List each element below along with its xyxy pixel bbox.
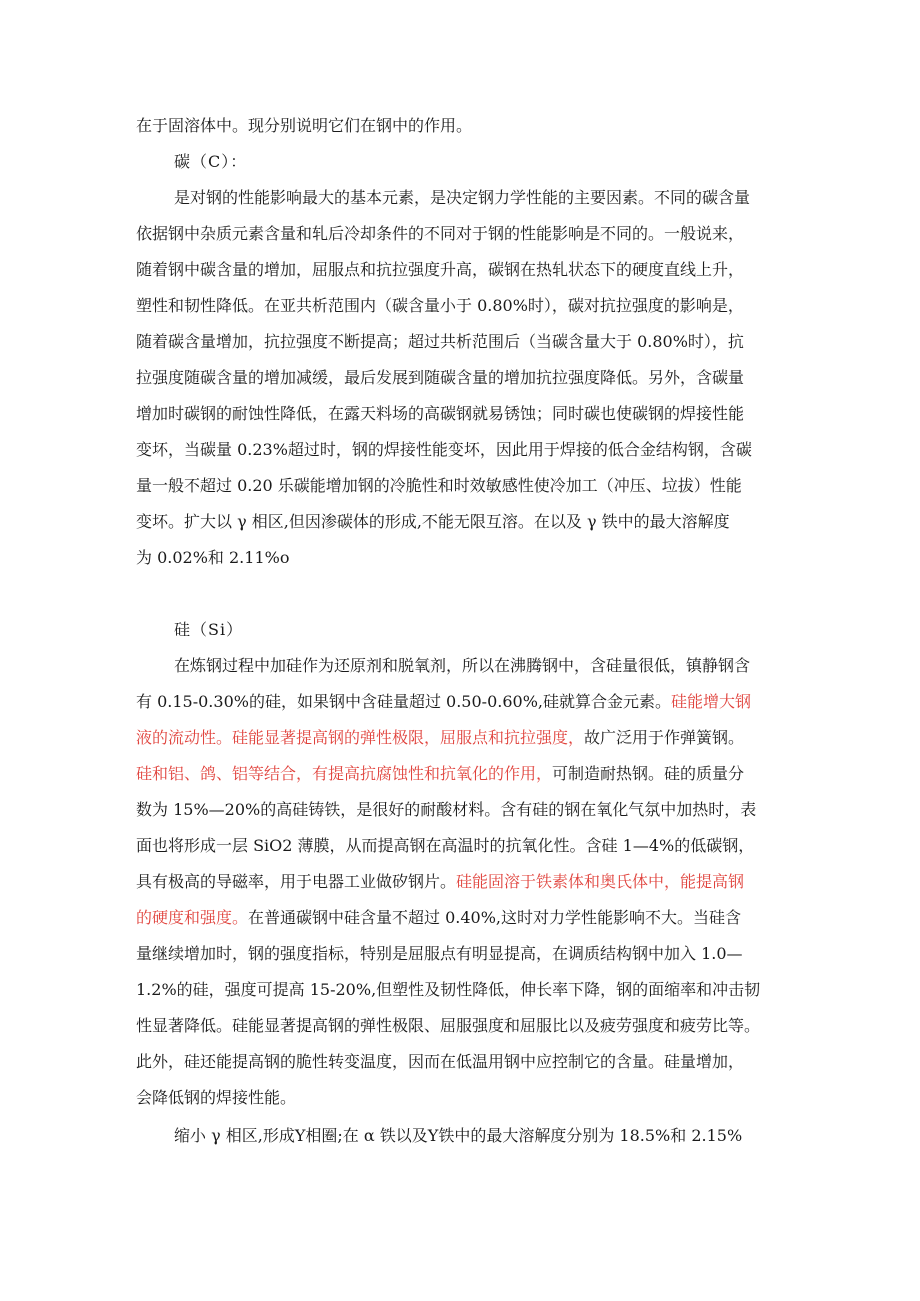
highlighted-text: 硅能固溶于铁素体和奥氏体中，能提高钢 xyxy=(456,872,745,891)
carbon-line-11: 为 0.02%和 2.11%o xyxy=(136,548,290,567)
silicon-line-11: 性显著降低。硅能显著提高钢的弹性极限、屈服强度和屈服比以及疲劳强度和疲劳比等。 xyxy=(136,1016,761,1035)
carbon-line-1: 是对钢的性能影响最大的基本元素，是决定钢力学性能的主要因素。不同的碳含量 xyxy=(174,188,751,207)
silicon-text: 在普通碳钢中硅含量不超过 0.40%,这时对力学性能影响不大。当硅含 xyxy=(248,908,742,927)
silicon-line-14: 缩小 γ 相区,形成Y相圈;在 α 铁以及Y铁中的最大溶解度分别为 18.5%和 2.15% xyxy=(174,1126,743,1145)
carbon-heading: 碳（C）： xyxy=(174,152,248,171)
carbon-line-10: 变坏。扩大以 γ 相区,但因渗碳体的形成,不能无限互溶。在以及 γ 铁中的最大溶解度 xyxy=(136,512,730,531)
silicon-line-6: 面也将形成一层 SiO2 薄膜，从而提高钢在高温时的抗氧化性。含硅 1—4%的低碳钢， xyxy=(136,836,755,855)
silicon-text: 故广泛用于作弹簧钢。 xyxy=(584,728,745,747)
silicon-line-9: 量继续增加时，钢的强度指标，特别是屈服点有明显提高，在调质结构钢中加入 1.0— xyxy=(136,944,743,963)
carbon-line-8: 变坏，当碳量 0.23%超过时，钢的焊接性能变坏，因此用于焊接的低合金结构钢，含碳 xyxy=(136,440,752,459)
highlighted-text: 的硬度和强度。 xyxy=(136,908,249,927)
silicon-line-8 xyxy=(136,908,741,928)
carbon-line-9: 量一般不超过 0.20 乐碳能增加钢的冷脆性和时效敏感性使冷加工（冲压、垃拔）性能 xyxy=(136,476,742,495)
silicon-line-10: 1.2%的硅，强度可提高 15-20%,但塑性及韧性降低，伸长率下降，钢的面缩率和冲击韧 xyxy=(136,980,761,999)
silicon-text: 可制造耐热钢。硅的质量分 xyxy=(552,764,745,783)
silicon-line-4 xyxy=(136,764,744,784)
silicon-text: 具有极高的导磁率，用于电器工业做矽钢片。 xyxy=(136,872,457,891)
silicon-line-5: 数为 15%—20%的高硅铸铁，是很好的耐酸材料。含有硅的钢在氧化气氛中加热时，表 xyxy=(136,800,757,819)
highlighted-text: 液的流动性。硅能显著提高钢的弹性极限，屈服点和抗拉强度， xyxy=(136,728,585,747)
carbon-line-2: 依据钢中杂质元素含量和轧后冷却条件的不同对于钢的性能影响是不同的。一般说来， xyxy=(136,224,745,243)
carbon-line-4: 塑性和韧性降低。在亚共析范围内（碳含量小于 0.80%时），碳对抗拉强度的影响是， xyxy=(136,296,744,315)
carbon-line-6: 拉强度随碳含量的增加减缓，最后发展到随碳含量的增加抗拉强度降低。另外，含碳量 xyxy=(136,368,745,387)
silicon-line-1: 在炼钢过程中加硅作为还原剂和脱氧剂，所以在沸腾钢中，含硅量很低，镇静钢含 xyxy=(174,656,751,675)
silicon-line-2 xyxy=(136,692,751,712)
silicon-line-7 xyxy=(136,872,744,892)
silicon-line-13: 会降低钢的焊接性能。 xyxy=(136,1088,297,1107)
silicon-heading: 硅（Si） xyxy=(174,620,244,639)
silicon-line-3 xyxy=(136,728,744,748)
highlighted-text: 硅和铝、鸽、铝等结合，有提高抗腐蚀性和抗氧化的作用， xyxy=(136,764,553,783)
silicon-text: 有 0.15-0.30%的硅，如果钢中含硅量超过 0.50-0.60%,硅就算合金元素。 xyxy=(136,692,671,711)
carbon-line-7: 增加时碳钢的耐蚀性降低，在露天料场的高碳钢就易锈蚀；同时碳也使碳钢的焊接性能 xyxy=(136,404,745,423)
carbon-line-3: 随着钢中碳含量的增加，屈服点和抗拉强度升高，碳钢在热轧状态下的硬度直线上升， xyxy=(136,260,745,279)
silicon-line-12: 此外，硅还能提高钢的脆性转变温度，因而在低温用钢中应控制它的含量。硅量增加， xyxy=(136,1052,745,1071)
highlighted-text: 硅能增大钢 xyxy=(670,692,751,711)
carbon-line-5: 随着碳含量增加，抗拉强度不断提高；超过共析范围后（当碳含量大于 0.80%时），抗 xyxy=(136,332,744,351)
intro-line: 在于固溶体中。现分别说明它们在钢中的作用。 xyxy=(136,116,473,135)
